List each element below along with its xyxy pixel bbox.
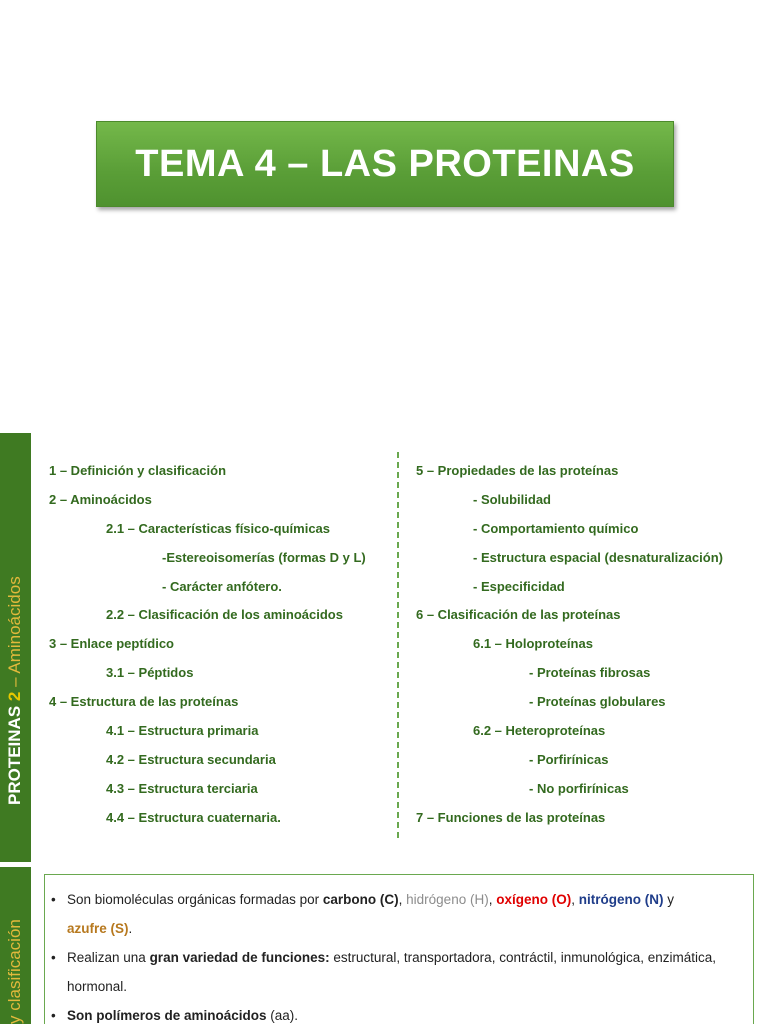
element-oxygen: oxígeno (O) xyxy=(496,892,572,907)
toc-item: 1 – Definición y clasificación xyxy=(49,463,227,478)
toc-item: 4.4 – Estructura cuaternaria. xyxy=(106,809,281,825)
bullet-text: , xyxy=(398,892,407,907)
bullet-text: estructural, transportadora, contráctil, inmunológica, enzimática, hormonal. xyxy=(67,950,717,994)
element-hydrogen: hidrógeno (H) xyxy=(406,892,489,907)
toc-item: - Porfirínicas xyxy=(529,751,609,767)
side-label-top-part3: – Aminoácidos xyxy=(5,576,24,687)
toc-item: 4.1 – Estructura primaria xyxy=(106,723,259,739)
side-label-bottom xyxy=(5,919,25,1024)
toc-item: 2.1 – Características físico-químicas xyxy=(106,520,331,536)
bullet-bold: Son polímeros de aminoácidos xyxy=(67,1008,267,1023)
toc-item: - Carácter anfótero. xyxy=(162,578,282,594)
toc-item: 6.1 – Holoproteínas xyxy=(473,636,593,652)
toc-item: 2 – Aminoácidos xyxy=(49,491,152,507)
definition-bullets xyxy=(45,875,753,1030)
column-divider xyxy=(397,452,399,838)
toc-item: - Comportamiento químico xyxy=(473,520,639,536)
toc-item: - Solubilidad xyxy=(473,491,551,507)
element-sulfur: azufre (S) xyxy=(67,921,129,936)
element-carbon: carbono (C) xyxy=(322,892,399,907)
toc-item: - No porfirínicas xyxy=(529,780,629,796)
bullet-bold: gran variedad de funciones: xyxy=(149,950,330,965)
bullet-text: Realizan una xyxy=(67,950,150,965)
toc-item: 3.1 – Péptidos xyxy=(106,665,194,681)
bullet-functions xyxy=(67,943,743,1001)
toc-item: 3 – Enlace peptídico xyxy=(49,636,174,652)
bullet-text: y xyxy=(663,892,674,907)
toc-item: 6.2 – Heteroproteínas xyxy=(473,723,606,739)
bullet-text: , xyxy=(571,892,579,907)
toc-item: 5 – Propiedades de las proteínas xyxy=(416,463,619,478)
bullet-polymers xyxy=(67,1001,743,1030)
toc-item: 4.2 – Estructura secundaria xyxy=(106,751,276,767)
toc-item: 4.3 – Estructura terciaria xyxy=(106,780,258,796)
side-label-top xyxy=(5,576,25,805)
page-title: TEMA 4 – LAS PROTEINAS xyxy=(135,142,635,185)
toc-right-column xyxy=(416,462,723,838)
toc-item: - Proteínas globulares xyxy=(529,694,666,710)
toc-item: 6 – Clasificación de las proteínas xyxy=(416,607,621,623)
title-banner xyxy=(96,121,674,207)
toc-item: 2.2 – Clasificación de los aminoácidos xyxy=(106,607,343,623)
side-label-top-part1: PROTEINAS xyxy=(5,705,24,805)
bullet-text: (aa). xyxy=(266,1008,299,1023)
bullet-text: Son biomoléculas orgánicas formadas por xyxy=(67,892,323,907)
toc-item: -Estereoisomerías (formas D y L) xyxy=(162,549,366,565)
toc-item: 7 – Funciones de las proteínas xyxy=(416,809,606,825)
toc-left-column xyxy=(49,462,366,838)
toc-item: - Especificidad xyxy=(473,578,565,594)
toc-item: - Estructura espacial (desnaturalización) xyxy=(473,549,723,565)
side-label-top-part2: 2 xyxy=(5,691,24,702)
toc-item: - Proteínas fibrosas xyxy=(529,665,651,681)
toc-item: 4 – Estructura de las proteínas xyxy=(49,694,239,710)
side-label-bottom-text: y clasificación xyxy=(5,919,24,1024)
bullet-composition xyxy=(67,885,743,943)
definition-box xyxy=(44,874,754,1024)
bullet-text: . xyxy=(128,921,133,936)
bullet-text: , xyxy=(488,892,497,907)
element-nitrogen: nitrógeno (N) xyxy=(578,892,664,907)
